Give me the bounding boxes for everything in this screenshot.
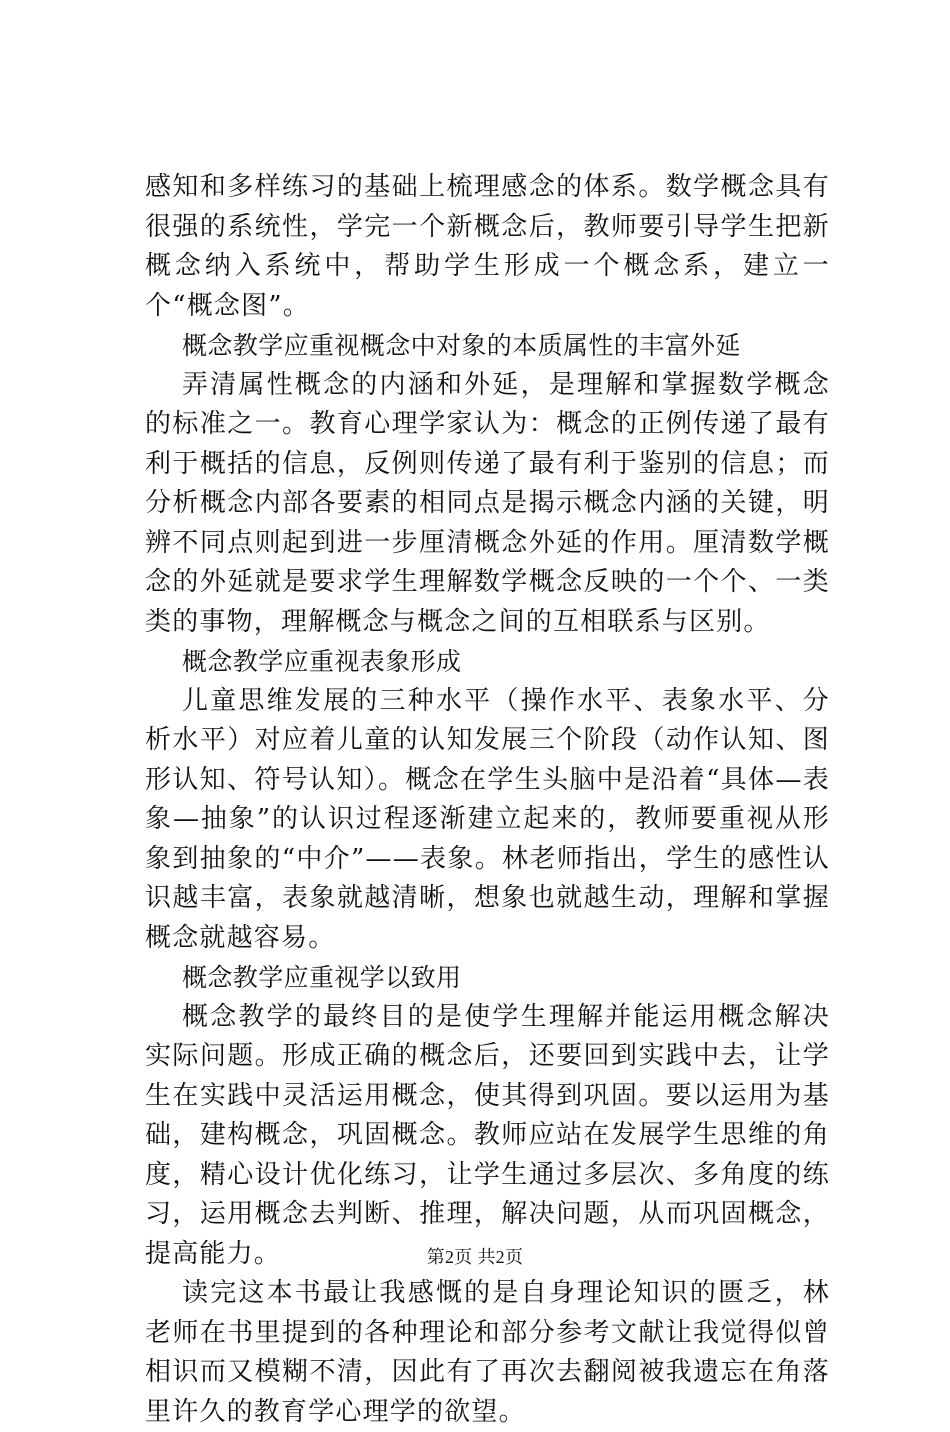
paragraph-extension: 弄清属性概念的内涵和外延，是理解和掌握数学概念的标准之一。教育心理学家认为：概念的正例传递了最有利于概括的信息，反例则传递了最有利于鉴别的信息；而分析概念内部各要素的相同点是揭示概念内涵的关键，明辨不同点则起到进一步厘清概念外延的作用。厘清数学概念的外延就是要求学生理解数学概念反映的一个个、一类类的事物，理解概念与概念之间的互相联系与区别。 [145,369,830,637]
section-heading-application: 概念教学应重视学以致用 [182,963,462,992]
section-heading-extension: 概念教学应重视概念中对象的本质属性的丰富外延 [182,331,741,360]
section-heading-representation: 概念教学应重视表象形成 [182,647,462,676]
paragraph-application: 概念教学的最终目的是使学生理解并能运用概念解决实际问题。形成正确的概念后，还要回到实践中去，让学生在实践中灵活运用概念，使其得到巩固。要以运用为基础，建构概念，巩固概念。教师应站在发展学生思维的角度，精心设计优化练习，让学生通过多层次、多角度的练习，运用概念去判断、推理，解决问题，从而巩固概念，提高能力。 [145,1001,830,1269]
page-number-footer: 第2页 共2页 [426,1247,524,1267]
paragraph-representation: 儿童思维发展的三种水平（操作水平、表象水平、分析水平）对应着儿童的认知发展三个阶段（动作认知、图形认知、符号认知）。概念在学生头脑中是沿着“具体—表象—抽象”的认识过程逐渐建立起来的，教师要重视从形象到抽象的“中介”——表象。林老师指出，学生的感性认识越丰富，表象就越清晰，想象也就越生动，理解和掌握概念就越容易。 [145,685,830,953]
paragraph-reflection: 读完这本书最让我感慨的是自身理论知识的匮乏，林老师在书里提到的各种理论和部分参考文献让我觉得似曾相识而又模糊不清，因此有了再次去翻阅被我遗忘在角落里许久的教育学心理学的欲望。 [145,1278,830,1427]
paragraph-continuation: 感知和多样练习的基础上梳理感念的体系。数学概念具有很强的系统性，学完一个新概念后，教师要引导学生把新概念纳入系统中，帮助学生形成一个概念系，建立一个“概念图”。 [145,172,830,321]
